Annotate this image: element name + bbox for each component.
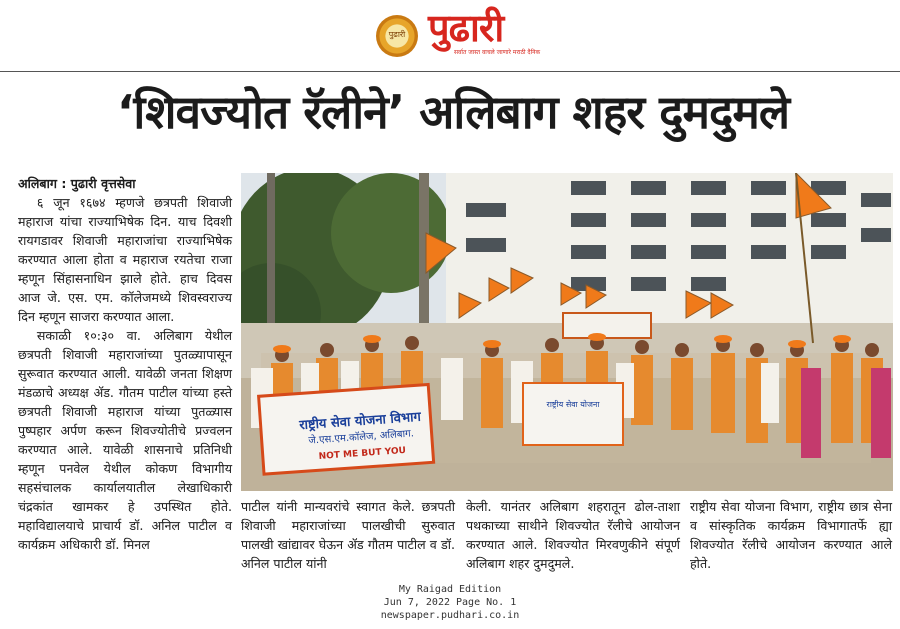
article-column-1 bbox=[18, 174, 232, 554]
article-col2-text: पाटील यांनी मान्यवरांचे स्वागत केले. छत्रपती शिवाजी महाराजांच्या पालखीची सुरुवात पालखी खांद्यावर घेऊन ॲड गौतम पाटील व डॉ. अनिल पाटील यांनी bbox=[241, 499, 455, 571]
emblem-logo-icon bbox=[376, 15, 418, 57]
brand-tagline: सर्वात जास्त वाचले जाणारे मराठी दैनिक bbox=[454, 49, 541, 56]
banner-nss-title: राष्ट्रीय सेवा योजना विभाग bbox=[298, 409, 422, 434]
article-dateline: अलिबाग : पुढारी वृत्तसेवा bbox=[18, 176, 136, 191]
article-column-4 bbox=[690, 497, 892, 573]
article-column-3 bbox=[466, 497, 680, 573]
banner-nss-motto: NOT ME BUT YOU bbox=[318, 445, 407, 462]
rally-photo bbox=[241, 173, 893, 491]
brand-logo[interactable]: पुढारी bbox=[428, 6, 504, 50]
article-column-2 bbox=[241, 497, 455, 573]
article-headline: ‘शिवज्योत रॅलीने’ अलिबाग शहर दुमदुमले bbox=[116, 85, 790, 139]
footer-date-page: Jun 7, 2022 Page No. 1 bbox=[383, 597, 517, 608]
masthead-divider bbox=[0, 71, 900, 72]
banner-nss-college: जे.एस.एम.कॉलेज, अलिबाग. bbox=[308, 428, 415, 447]
article-paragraph-2: सकाळी १०:३० वा. अलिबाग येथील छत्रपती शिवाजी महाराजांच्या पुतळ्यापासून सुरूवात करण्यात आली. यावेळी जनता शिक्षण मंडळाचे अध्यक्ष ॲड. गौतम पाटील यांच्या हस्ते छत्रपती शिवाजी महाराज यांच्या पुतळ्यास पुष्पहार अर्पण करून शिवज्योतीचे प्रज्वलन करण्यात आले. यावेळी शासनाचे प्रतिनिधी म्हणून पनवेल येथील कोकण विभागीय सहसंचालक कार्यालयातील लेखाधिकारी चंद्रकांत खामकर हे उपस्थित होते. महाविद्यालयाचे प्राचार्य डॉ. अनिल पाटील व कार्यक्रम अधिकारी डॉ. मिनल bbox=[18, 328, 232, 552]
banner-center-text: राष्ट्रीय सेवा योजना bbox=[546, 400, 600, 409]
footer-site-link[interactable]: newspaper.pudhari.co.in bbox=[380, 610, 520, 621]
article-col3-text: केली. यानंतर अलिबाग शहरातून ढोल-ताशा पथकाच्या साथीने शिवज्योत रॅलीचे आयोजन करण्यात आले. शिवज्योत मिरवणुकीने संपूर्ण अलिबाग शहर दुमदुमले. bbox=[466, 499, 680, 571]
footer-edition: My Raigad Edition bbox=[398, 584, 502, 595]
masthead bbox=[0, 0, 900, 70]
emblem-text: पुढारी bbox=[388, 30, 406, 39]
page-footer bbox=[0, 583, 900, 622]
article-col4-text: राष्ट्रीय सेवा योजना विभाग, राष्ट्रीय छात्र सेना व सांस्कृतिक कार्यक्रम विभागातर्फे ह्या शिवज्योत रॅलीचे आयोजन करण्यात आले होते. bbox=[690, 499, 892, 571]
article-paragraph-1: ६ जून १६७४ म्हणजे छत्रपती शिवाजी महाराज यांचा राज्याभिषेक दिन. याच दिवशी रायगडावर शिवाजी महाराजांचा राज्याभिषेक करण्यात आला होता व महाराज रयतेचा राजा म्हणून सिंहासनाधिन झाले होते. हाच दिवस आज जे. एस. एम. कॉलेजमध्ये शिवस्वराज्य दिन म्हणून साजरा करण्यात आला. bbox=[18, 195, 232, 324]
